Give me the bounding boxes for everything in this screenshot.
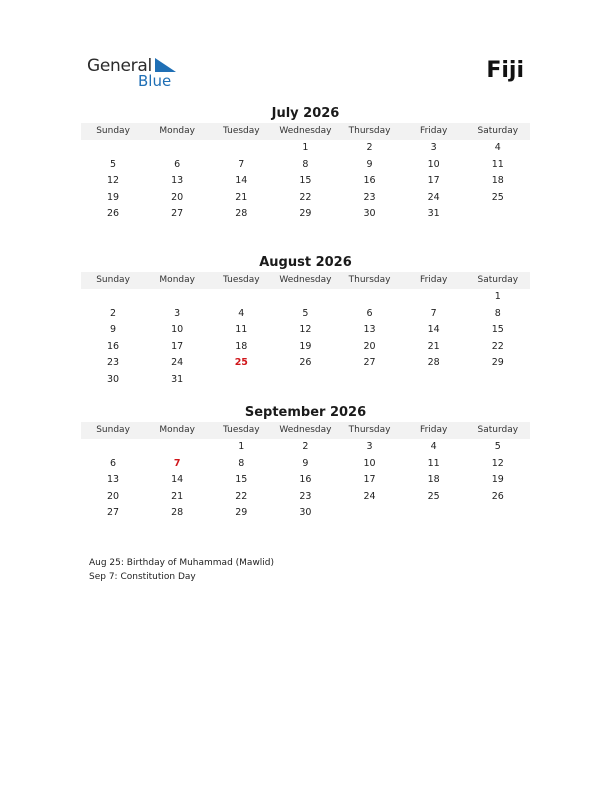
day-cell: 21 xyxy=(171,490,184,502)
day-cell: 22 xyxy=(235,490,248,502)
day-cell: 28 xyxy=(427,357,440,368)
month-title: August 2026 xyxy=(259,255,352,270)
week-row xyxy=(81,157,530,174)
day-cell: 1 xyxy=(494,291,501,302)
day-cell: 10 xyxy=(363,457,376,469)
day-cell: 30 xyxy=(107,373,120,385)
empty-day-cell xyxy=(273,289,337,306)
day-cell: 4 xyxy=(430,441,437,452)
day-cell: 10 xyxy=(427,158,440,170)
weekday-label: Tuesday xyxy=(223,425,260,435)
week-row xyxy=(81,339,530,356)
week-row xyxy=(81,173,530,190)
day-cell: 18 xyxy=(491,175,504,186)
weekday-label: Thursday xyxy=(348,425,391,435)
day-cell: 1 xyxy=(302,142,309,153)
month-august xyxy=(81,254,530,388)
day-cell: 15 xyxy=(299,175,312,186)
weekday-header xyxy=(81,272,530,289)
day-cell: 6 xyxy=(174,158,181,170)
holiday-note: Sep 7: Constitution Day xyxy=(89,572,196,582)
day-cell: 20 xyxy=(363,340,376,352)
day-cell: 23 xyxy=(299,490,312,502)
day-cell: 25 xyxy=(491,191,504,203)
empty-day-cell xyxy=(145,439,209,456)
weekday-label: Saturday xyxy=(477,275,519,285)
week-row xyxy=(81,505,530,522)
week-row xyxy=(81,140,530,157)
day-cell: 27 xyxy=(171,208,184,219)
day-cell: 4 xyxy=(494,142,501,153)
day-cell: 2 xyxy=(110,307,117,319)
empty-day-cell xyxy=(81,439,145,456)
day-cell: 25 xyxy=(427,490,440,502)
day-cell: 29 xyxy=(299,208,312,219)
day-cell: 3 xyxy=(174,307,181,319)
week-row xyxy=(81,289,530,306)
holiday-day-cell: 7 xyxy=(173,457,181,469)
week-row xyxy=(81,372,530,389)
day-cell: 14 xyxy=(427,324,440,335)
day-cell: 6 xyxy=(366,307,373,319)
empty-day-cell xyxy=(466,206,530,223)
day-cell: 5 xyxy=(110,158,117,170)
empty-day-cell xyxy=(402,372,466,389)
day-cell: 23 xyxy=(107,357,120,368)
day-cell: 18 xyxy=(427,474,440,485)
day-cell: 8 xyxy=(238,457,245,469)
day-cell: 13 xyxy=(107,474,120,485)
day-cell: 11 xyxy=(427,457,440,469)
weeks xyxy=(81,439,530,522)
day-cell: 5 xyxy=(302,307,309,319)
day-cell: 2 xyxy=(366,142,373,153)
empty-day-cell xyxy=(402,505,466,522)
week-row xyxy=(81,489,530,506)
holiday-note: Aug 25: Birthday of Muhammad (Mawlid) xyxy=(89,558,275,568)
day-cell: 24 xyxy=(427,191,440,203)
empty-day-cell xyxy=(273,372,337,389)
weekday-label: Friday xyxy=(420,275,448,285)
day-cell: 21 xyxy=(235,191,248,203)
day-cell: 27 xyxy=(363,357,376,368)
day-cell: 20 xyxy=(171,191,184,203)
week-row xyxy=(81,322,530,339)
weekday-label: Tuesday xyxy=(223,275,260,285)
day-cell: 29 xyxy=(235,507,248,518)
day-cell: 28 xyxy=(235,208,248,219)
empty-day-cell xyxy=(338,372,402,389)
day-cell: 17 xyxy=(427,175,440,186)
weekday-label: Wednesday xyxy=(279,275,332,285)
weekday-label: Wednesday xyxy=(279,126,332,136)
empty-day-cell xyxy=(145,289,209,306)
week-row xyxy=(81,355,530,372)
day-cell: 9 xyxy=(110,324,117,335)
week-row xyxy=(81,472,530,489)
day-cell: 15 xyxy=(491,324,504,335)
day-cell: 13 xyxy=(363,324,376,335)
day-cell: 27 xyxy=(107,507,120,518)
week-row xyxy=(81,206,530,223)
day-cell: 31 xyxy=(427,208,440,219)
month-july xyxy=(81,105,530,223)
empty-day-cell xyxy=(209,372,273,389)
weekday-label: Thursday xyxy=(348,275,391,285)
day-cell: 26 xyxy=(491,490,504,502)
day-cell: 2 xyxy=(302,441,309,452)
day-cell: 15 xyxy=(235,474,248,485)
day-cell: 23 xyxy=(363,191,376,203)
day-cell: 29 xyxy=(491,357,504,368)
day-cell: 3 xyxy=(430,142,437,153)
day-cell: 14 xyxy=(171,474,184,485)
weekday-label: Saturday xyxy=(477,425,519,435)
weekday-header xyxy=(81,123,530,140)
month-title: September 2026 xyxy=(244,405,367,420)
day-cell: 8 xyxy=(494,307,501,319)
day-cell: 16 xyxy=(107,340,120,352)
weekday-label: Wednesday xyxy=(279,425,332,435)
weeks xyxy=(81,289,530,388)
day-cell: 31 xyxy=(171,373,184,385)
weekday-label: Monday xyxy=(159,275,195,285)
day-cell: 22 xyxy=(491,340,504,352)
empty-day-cell xyxy=(81,289,145,306)
day-cell: 9 xyxy=(302,457,309,469)
empty-day-cell xyxy=(338,505,402,522)
day-cell: 19 xyxy=(107,191,120,203)
day-cell: 12 xyxy=(107,175,120,186)
weekday-label: Sunday xyxy=(96,425,130,435)
day-cell: 28 xyxy=(171,507,184,518)
empty-day-cell xyxy=(466,505,530,522)
week-row xyxy=(81,190,530,207)
day-cell: 7 xyxy=(238,158,245,170)
day-cell: 17 xyxy=(363,474,376,485)
day-cell: 1 xyxy=(238,441,245,452)
week-row xyxy=(81,456,530,473)
empty-day-cell xyxy=(209,140,273,157)
week-row xyxy=(81,306,530,323)
weekday-label: Monday xyxy=(159,425,195,435)
weekday-label: Sunday xyxy=(96,126,130,136)
day-cell: 4 xyxy=(238,307,245,319)
day-cell: 6 xyxy=(110,457,117,469)
day-cell: 26 xyxy=(299,357,312,368)
weekday-label: Sunday xyxy=(96,275,130,285)
holiday-day-cell: 25 xyxy=(234,357,248,368)
empty-day-cell xyxy=(145,140,209,157)
day-cell: 12 xyxy=(299,324,312,335)
day-cell: 14 xyxy=(235,175,248,186)
day-cell: 16 xyxy=(299,474,312,485)
day-cell: 26 xyxy=(107,208,120,219)
day-cell: 3 xyxy=(366,441,373,452)
month-title: July 2026 xyxy=(271,106,340,121)
empty-day-cell xyxy=(81,140,145,157)
logo-text-blue: Blue xyxy=(138,72,172,90)
day-cell: 9 xyxy=(366,158,373,170)
day-cell: 24 xyxy=(363,490,376,502)
weekday-label: Saturday xyxy=(477,126,519,136)
week-row xyxy=(81,439,530,456)
day-cell: 17 xyxy=(171,340,184,352)
day-cell: 5 xyxy=(494,441,501,452)
weekday-label: Tuesday xyxy=(223,126,260,136)
day-cell: 7 xyxy=(430,307,437,319)
empty-day-cell xyxy=(209,289,273,306)
day-cell: 30 xyxy=(363,208,376,219)
weekday-header xyxy=(81,422,530,439)
empty-day-cell xyxy=(402,289,466,306)
weekday-label: Friday xyxy=(420,126,448,136)
day-cell: 13 xyxy=(171,175,184,186)
country-title: Fiji xyxy=(486,58,524,83)
day-cell: 11 xyxy=(491,158,504,170)
day-cell: 30 xyxy=(299,507,312,518)
day-cell: 16 xyxy=(363,175,376,186)
day-cell: 24 xyxy=(171,357,184,368)
holiday-notes xyxy=(89,556,274,584)
empty-day-cell xyxy=(466,372,530,389)
day-cell: 21 xyxy=(427,340,440,352)
day-cell: 8 xyxy=(302,158,309,170)
weekday-label: Monday xyxy=(159,126,195,136)
empty-day-cell xyxy=(338,289,402,306)
day-cell: 10 xyxy=(171,324,184,335)
day-cell: 12 xyxy=(491,457,504,469)
day-cell: 19 xyxy=(299,340,312,352)
day-cell: 18 xyxy=(235,340,248,352)
weeks xyxy=(81,140,530,223)
day-cell: 11 xyxy=(235,324,248,335)
weekday-label: Thursday xyxy=(348,126,391,136)
day-cell: 22 xyxy=(299,191,312,203)
day-cell: 20 xyxy=(107,490,120,502)
generalblue-logo xyxy=(87,56,187,92)
month-september xyxy=(81,404,530,522)
weekday-label: Friday xyxy=(420,425,448,435)
day-cell: 19 xyxy=(491,474,504,485)
logo-text-general: General xyxy=(87,56,152,76)
